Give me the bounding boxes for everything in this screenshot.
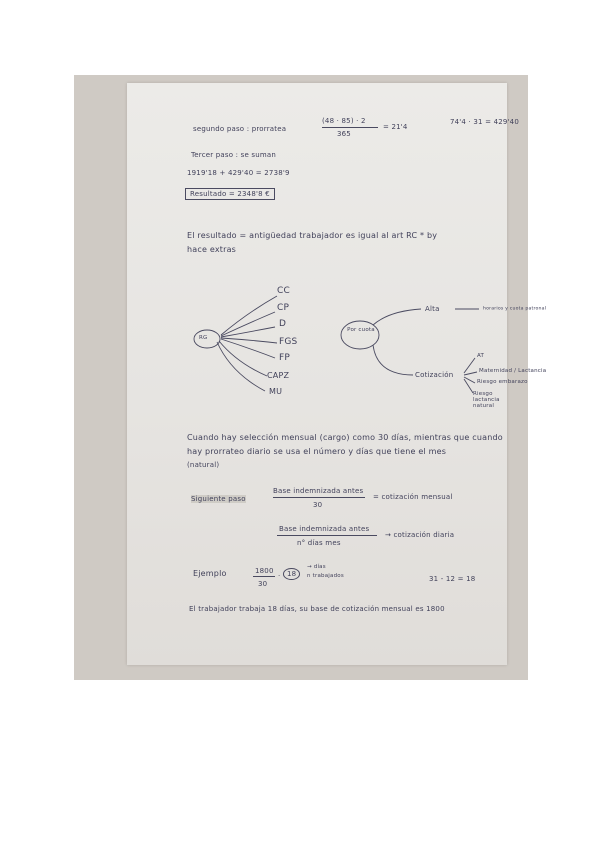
example-numerator: 1800 xyxy=(255,567,274,575)
branch-d: D xyxy=(279,319,287,329)
branch-cc: CC xyxy=(277,286,290,296)
branch-fp: FP xyxy=(279,353,291,363)
paragraph-two-line-2: hay prorrateo diario se usa el número y días que tiene el mes xyxy=(187,447,447,456)
cotizacion-item-riesgo-lactancia: Riesgo lactancia natural xyxy=(473,391,500,409)
step-two-right-calc: 74'4 · 31 = 429'40 xyxy=(450,118,519,126)
branch-cotizacion: Cotización xyxy=(415,371,454,379)
branch-mu: MU xyxy=(269,387,283,396)
formula-one-denominator: 30 xyxy=(313,501,323,509)
diagram-center-cuota: Por cuota xyxy=(347,327,375,333)
paper-sheet xyxy=(127,83,547,665)
step-two-denominator: 365 xyxy=(337,130,351,138)
paragraph-one-line-1: El resultado = antigüedad trabajador es igual al art RC * by xyxy=(187,231,438,240)
branch-cp: CP xyxy=(277,303,290,313)
paragraph-two-line-3: (natural) xyxy=(187,461,220,469)
example-right-calc: 31 - 12 = 18 xyxy=(429,575,476,583)
formula-one-bar xyxy=(273,497,365,498)
example-label: Ejemplo xyxy=(193,569,227,578)
formula-one-result: = cotización mensual xyxy=(373,493,453,501)
cotizacion-item-at: AT xyxy=(477,353,485,359)
formula-two-bar xyxy=(277,535,377,536)
fraction-bar xyxy=(322,127,378,128)
branch-fgs: FGS xyxy=(279,337,298,347)
example-bar xyxy=(253,576,275,577)
paragraph-two-line-1: Cuando hay selección mensual (cargo) como 30 días, mientras que cuando xyxy=(187,433,503,442)
step-two-label: segundo paso : prorratea xyxy=(193,125,287,133)
example-circled-value: 18 xyxy=(283,568,300,580)
step-two-numerator: (48 · 85) · 2 xyxy=(322,117,366,125)
document-photo xyxy=(74,75,547,680)
formula-two-denominator: n° días mes xyxy=(297,539,341,547)
formula-one-label: Siguiente paso xyxy=(191,495,246,503)
example-denominator: 30 xyxy=(258,580,268,588)
formula-two-numerator: Base indemnizada antes xyxy=(279,525,370,533)
branch-alta: Alta xyxy=(425,305,440,313)
paragraph-one-line-2: hace extras xyxy=(187,245,237,254)
cotizacion-item-maternidad: Maternidad / Lactancia xyxy=(479,368,547,374)
closing-line: El trabajador trabaja 18 días, su base de cotización mensual es 1800 xyxy=(189,605,445,613)
example-note-top: → días xyxy=(307,564,326,570)
sum-calculation: 1919'18 + 429'40 = 2738'9 xyxy=(187,169,290,177)
alta-description: horarios y cuota patronal xyxy=(483,306,547,312)
example-dot: · xyxy=(278,572,281,580)
branch-capz: CAPZ xyxy=(267,371,290,380)
cotizacion-item-riesgo-embarazo: Riesgo embarazo xyxy=(477,379,528,385)
result-box: Resultado = 2348'8 € xyxy=(185,188,275,200)
step-three-label: Tercer paso : se suman xyxy=(191,151,277,159)
formula-two-result: → cotización diaria xyxy=(385,531,455,539)
example-note: n trabajados xyxy=(307,573,344,579)
step-two-result: = 21'4 xyxy=(383,123,408,131)
formula-one-numerator: Base indemnizada antes xyxy=(273,487,364,495)
diagram-center-rg: RG xyxy=(199,335,208,341)
